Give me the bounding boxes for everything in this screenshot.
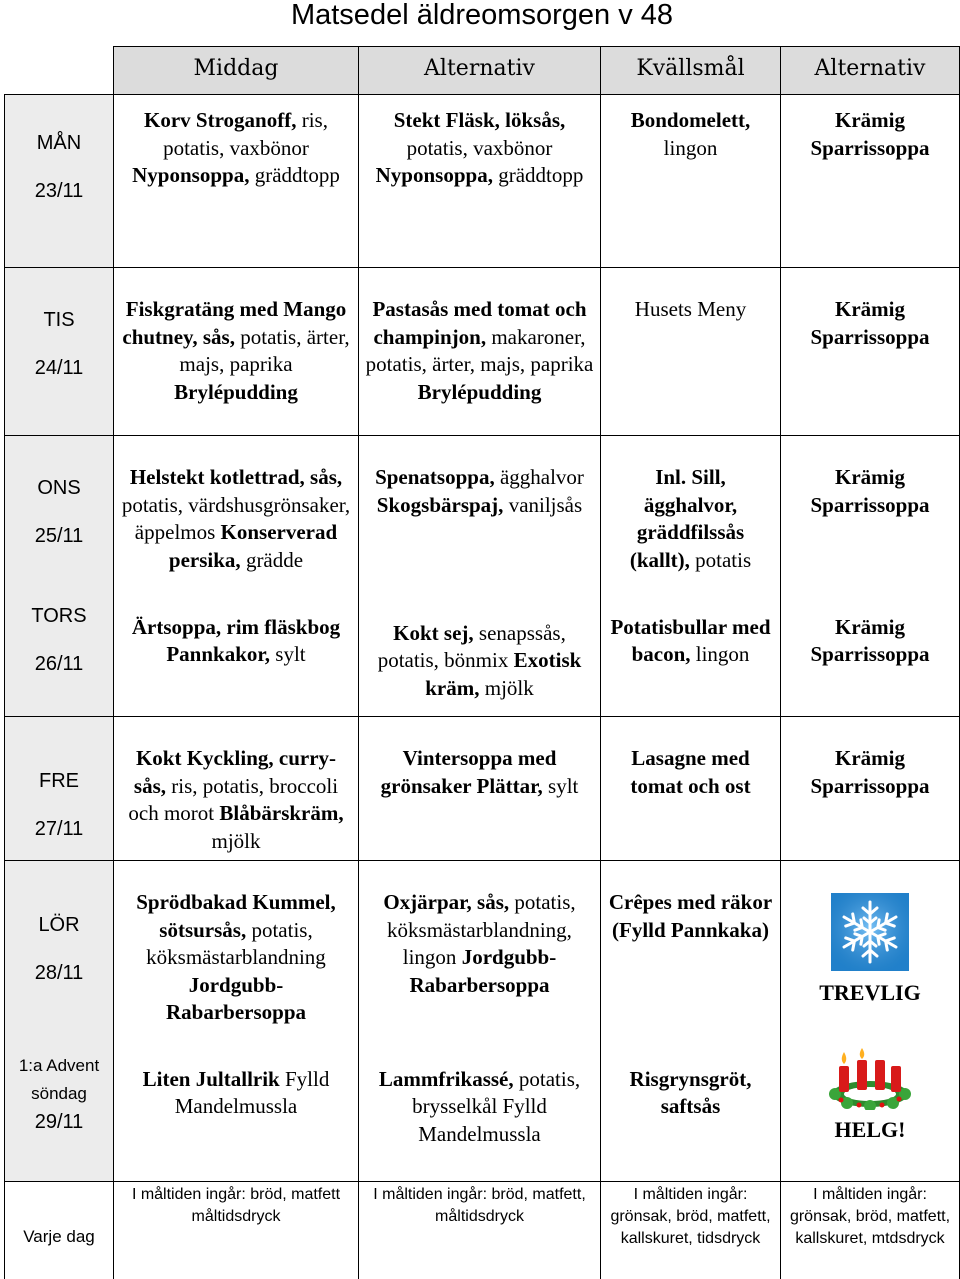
dish-name: Kokt sej,: [393, 620, 474, 645]
day-name: ONS: [37, 477, 81, 499]
advent-wreath-icon: [827, 1048, 913, 1110]
dish-detail: potatis, vaxbönor: [406, 135, 553, 160]
dish-name: HELG!: [834, 1116, 906, 1142]
header-row: [5, 47, 960, 95]
dish-name: Bondomelett,: [630, 108, 751, 132]
dish-name: Jordgubb-Rabarbersoppa: [409, 945, 557, 997]
col-header-alternativ-1: Alternativ: [359, 47, 601, 95]
dish-detail: potatis, brysselkål Fylld Mandelmussla: [412, 1066, 581, 1146]
dish-detail: ägghalvor: [494, 465, 584, 489]
dish-name: Lammfrikassé,: [378, 1066, 514, 1091]
cell-fri-kvall: [601, 717, 781, 861]
dish-detail: senapssås, potatis, bönmix: [377, 620, 566, 672]
footer-kvall: I måltiden ingår: grönsak, bröd, matfett, kallskuret, tidsdryck: [601, 1182, 781, 1279]
dish-name: TREVLIG: [819, 980, 921, 1005]
dish-detail: Husets Meny: [634, 297, 747, 321]
dish-name: Nyponsoppa,: [132, 163, 250, 187]
day-cell-sun: [5, 1046, 114, 1182]
cell-sat-kvall: [601, 861, 781, 1046]
row-tue: [5, 268, 960, 436]
dish-detail: ris, potatis, broccoli och morot: [128, 773, 339, 825]
row-wed: [5, 436, 960, 596]
dish-name: Korv Stroganoff,: [144, 108, 297, 132]
dish-name: Brylépudding: [417, 379, 542, 404]
day-cell-mon: [5, 95, 114, 268]
cell-wed-alt1: [359, 436, 601, 596]
cell-tue-kvall: [601, 268, 781, 436]
cell-wed-kvall: [601, 436, 781, 596]
dish-name: Potatisbullar med bacon,: [610, 614, 771, 666]
day-name: TORS: [31, 604, 87, 627]
row-sun: [5, 1046, 960, 1182]
dish-name: Lasagne med tomat och ost: [630, 746, 751, 798]
dish-name: Vintersoppa med grönsaker Plättar,: [380, 746, 557, 798]
cell-sat-alt2: [781, 861, 960, 1046]
row-footer: [5, 1182, 960, 1279]
dish-detail: Fylld Mandelmussla: [174, 1066, 330, 1118]
cell-mon-kvall: [601, 95, 781, 268]
day-date: 26/11: [34, 652, 84, 675]
day-name: TIS: [43, 309, 75, 331]
dish-detail: vaniljsås: [503, 492, 583, 517]
row-thu: [5, 596, 960, 717]
day-date: 23/11: [34, 180, 84, 202]
cell-sun-alt1: [359, 1046, 601, 1182]
dish-name: Brylépudding: [174, 379, 298, 404]
footer-alt1: I måltiden ingår: bröd, matfett, måltidsdryck: [359, 1182, 601, 1279]
dish-name: Fiskgratäng med Mango chutney, sås,: [122, 297, 347, 349]
dish-detail: makaroner, potatis, ärter, majs, paprika: [365, 324, 594, 376]
day-date: 27/11: [34, 818, 84, 840]
dish-detail: potatis, ärter, majs, paprika: [179, 324, 350, 376]
cell-tue-alt1: [359, 268, 601, 436]
cell-fri-alt2: [781, 717, 960, 861]
footer-alt2: I måltiden ingår: grönsak, bröd, matfett, kallskuret, mtdsdryck: [781, 1182, 960, 1279]
helg-text: [835, 1117, 906, 1142]
row-sat: [5, 861, 960, 1046]
dish-detail: potatis, köksmästarblandning: [146, 917, 326, 969]
day-cell-sat: [5, 861, 114, 1046]
dish-detail: lingon: [690, 642, 750, 666]
cell-thu-alt2: [781, 596, 960, 717]
cell-wed-middag: [114, 436, 359, 596]
snowflake-icon: [831, 893, 909, 971]
cell-mon-alt1: [359, 95, 601, 268]
day-cell-wed: [5, 436, 114, 596]
cell-sat-alt1: [359, 861, 601, 1046]
cell-thu-kvall: [601, 596, 781, 717]
day-cell-fri: [5, 717, 114, 861]
cell-sat-middag: [114, 861, 359, 1046]
dish-detail: sylt: [542, 773, 579, 798]
day-date: 28/11: [34, 962, 84, 984]
day-date: 25/11: [34, 525, 84, 547]
day-date: 29/11: [34, 1110, 84, 1133]
cell-fri-alt1: [359, 717, 601, 861]
footer-middag: I måltiden ingår: bröd, matfett måltidsdryck: [114, 1182, 359, 1279]
dish-name: Konserverad persika,: [168, 520, 338, 572]
day-cell-thu: [5, 596, 114, 717]
dish-detail: grädde: [240, 547, 304, 572]
dish-detail: sylt: [270, 642, 306, 666]
dish-detail: ris, potatis, vaxbönor: [163, 108, 328, 160]
row-fri: [5, 717, 960, 861]
cell-sun-middag: [114, 1046, 359, 1182]
dish-name: Nyponsoppa,: [375, 163, 493, 187]
day-name: 1:a Advent: [18, 1055, 100, 1075]
dish-name: Krämig Sparrissoppa: [810, 614, 930, 666]
dish-name: Helstekt kotlettrad, sås,: [129, 465, 343, 489]
day-date: 24/11: [34, 357, 84, 379]
dish-detail: gräddtopp: [492, 163, 584, 187]
page-title: Matsedel äldreomsorgen v 48: [290, 0, 674, 31]
dish-name: Inl. Sill, ägghalvor, gräddfilssås (kallt),: [629, 465, 745, 572]
dish-name: Ärtsoppa, rim fläskbog Pannkakor,: [131, 614, 341, 666]
dish-name: Krämig Sparrissoppa: [810, 108, 930, 160]
dish-detail: potatis, köksmästarblandning, lingon: [387, 890, 576, 969]
trevlig-text: [819, 980, 920, 1005]
dish-name: Oxjärpar, sås,: [383, 890, 510, 914]
cell-mon-alt2: [781, 95, 960, 268]
cell-thu-alt1: [359, 596, 601, 717]
dish-name: Spenatsoppa,: [375, 465, 495, 489]
dish-name: Jordgubb-Rabarbersoppa: [165, 972, 307, 1024]
dish-name: Pastasås med tomat och champinjon,: [372, 297, 587, 349]
dish-name: Stekt Fläsk, löksås,: [393, 108, 566, 132]
dish-detail: potatis, värdshusgrönsaker, äppelmos: [121, 492, 351, 544]
dish-name: Exotisk kräm,: [425, 648, 582, 700]
cell-wed-alt2: [781, 436, 960, 596]
dish-name: Skogsbärspaj,: [376, 492, 504, 517]
dish-detail: gräddtopp: [249, 163, 340, 187]
dish-name: Risgrynsgröt, saftsås: [629, 1066, 752, 1118]
dish-name: Crêpes med räkor (Fylld Pannkaka): [608, 890, 773, 942]
dish-name: Krämig Sparrissoppa: [810, 746, 930, 798]
cell-fri-middag: [114, 717, 359, 861]
dish-name: Liten Jultallrik: [142, 1066, 280, 1091]
col-header-alternativ-2: Alternativ: [781, 47, 960, 95]
cell-tue-alt2: [781, 268, 960, 436]
cell-mon-middag: [114, 95, 359, 268]
dish-name: Kokt Kyckling, curry-sås,: [133, 746, 337, 798]
day-name: FRE: [39, 770, 79, 792]
dish-detail: mjölk: [479, 675, 534, 700]
dish-detail: lingon: [663, 135, 718, 160]
cell-thu-middag: [114, 596, 359, 717]
day-name-2: söndag: [31, 1083, 87, 1103]
day-name: MÅN: [36, 132, 82, 154]
dish-name: Krämig Sparrissoppa: [810, 465, 930, 517]
header-corner: [5, 47, 114, 95]
dish-name: Krämig Sparrissoppa: [810, 297, 930, 349]
menu-table: [4, 46, 960, 1279]
footer-day-cell: Varje dag: [5, 1182, 114, 1279]
col-header-kvallsmal: Kvällsmål: [601, 47, 781, 95]
cell-tue-middag: [114, 268, 359, 436]
day-cell-tue: [5, 268, 114, 436]
dish-detail: potatis: [689, 547, 752, 572]
cell-sun-alt2: [781, 1046, 960, 1182]
day-name: LÖR: [38, 914, 80, 936]
cell-sun-kvall: [601, 1046, 781, 1182]
col-header-middag: Middag: [114, 47, 359, 95]
dish-name: Sprödbakad Kummel, sötsursås,: [136, 890, 336, 942]
dish-detail: mjölk: [211, 828, 261, 853]
dish-name: Blåbärskräm,: [219, 801, 344, 825]
row-mon: [5, 95, 960, 268]
